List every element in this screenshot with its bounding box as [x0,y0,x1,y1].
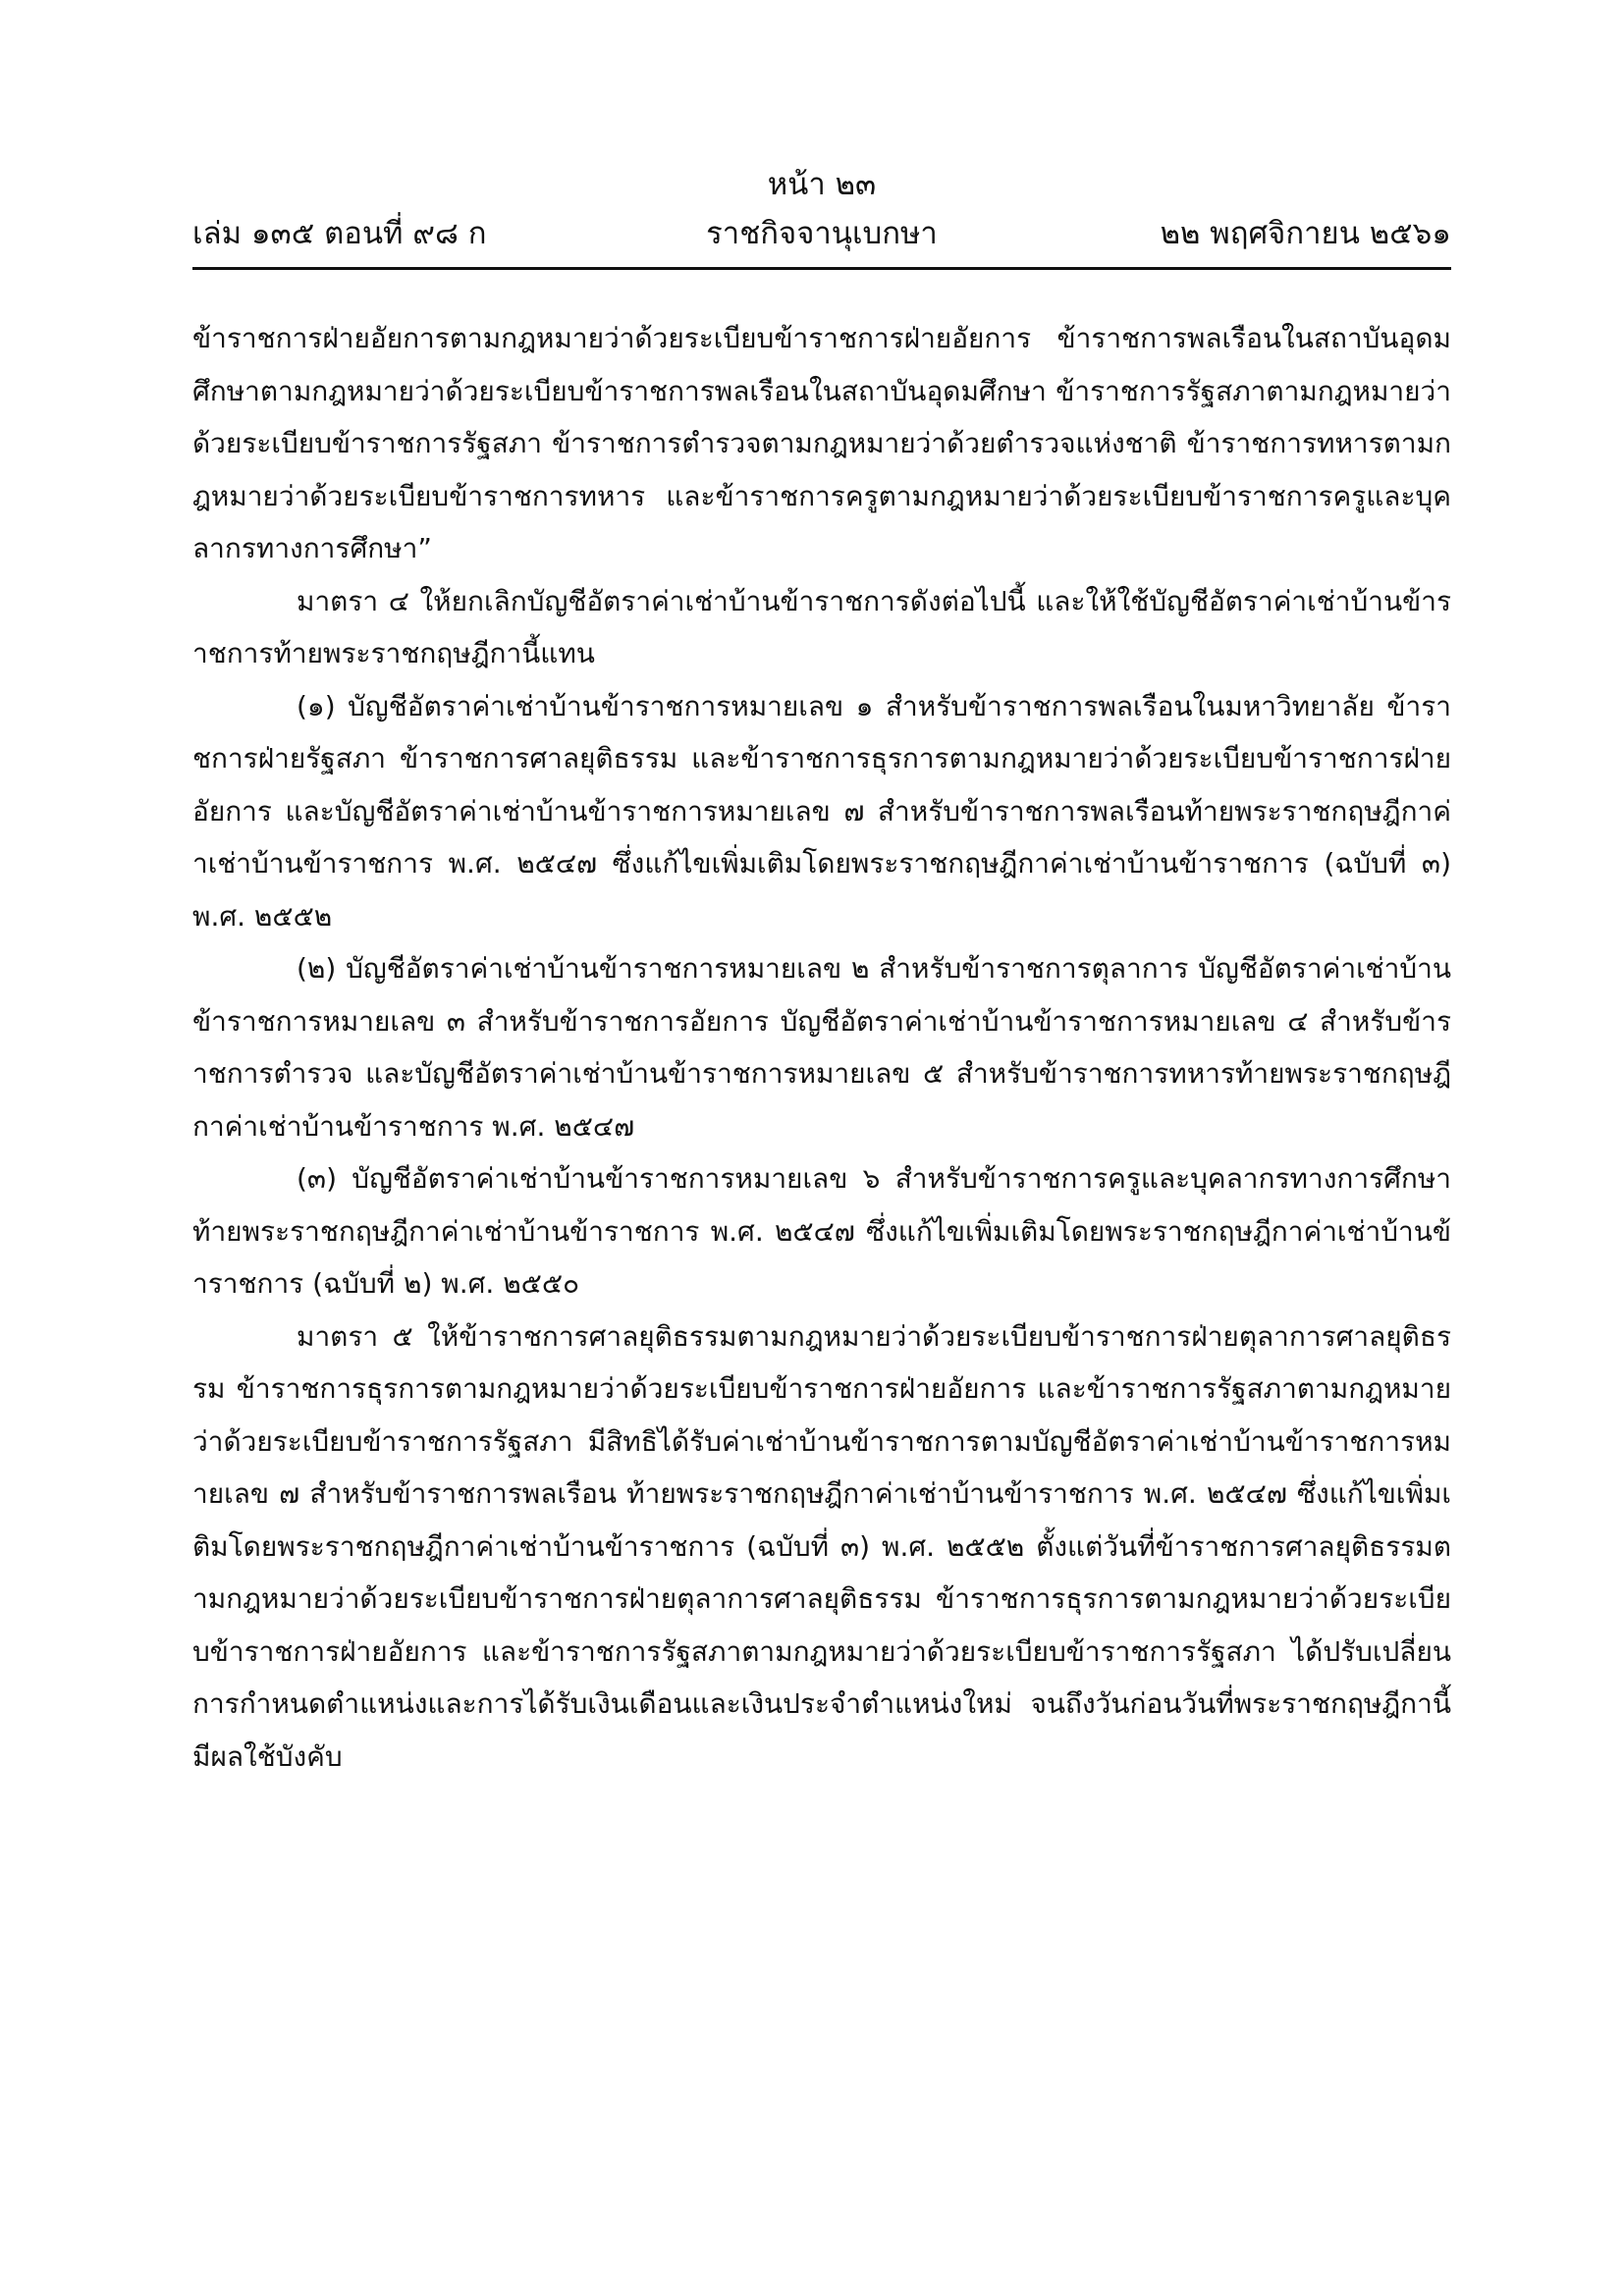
header-row [192,212,1451,255]
publication-date: ๒๒ พฤศจิกายน ๒๕๖๑ [1160,216,1451,251]
item-1-paragraph: (๑) บัญชีอัตราค่าเช่าบ้านข้าราชการหมายเลข ๑ สำหรับข้าราชการพลเรือนในมหาวิทยาลัย ข้าราชการฝ่ายรัฐสภา ข้าราชการศาลยุติธรรม และข้าราชการธุรการตามกฎหมายว่าด้วยระเบียบข้าราชการฝ่ายอัยการ และบัญชีอัตราค่าเช่าบ้านข้าราชการหมายเลข ๗ สำหรับข้าราชการพลเรือนท้ายพระราชกฤษฎีกาค่าเช่าบ้านข้าราชการ พ.ศ. ๒๕๔๗ ซึ่งแก้ไขเพิ่มเติมโดยพระราชกฤษฎีกาค่าเช่าบ้านข้าราชการ (ฉบับที่ ๓) พ.ศ. ๒๕๕๒ [192,689,1451,933]
gazette-name: ราชกิจจานุเบกษา [706,216,938,251]
section-5-paragraph: มาตรา ๕ ให้ข้าราชการศาลยุติธรรมตามกฎหมายว่าด้วยระเบียบข้าราชการฝ่ายตุลาการศาลยุติธรรม ข้าราชการธุรการตามกฎหมายว่าด้วยระเบียบข้าราชการฝ่ายอัยการ และข้าราชการรัฐสภาตามกฎหมายว่าด้วยระเบียบข้าราชการรัฐสภา มีสิทธิได้รับค่าเช่าบ้านข้าราชการตามบัญชีอัตราค่าเช่าบ้านข้าราชการหมายเลข ๗ สำหรับข้าราชการพลเรือน ท้ายพระราชกฤษฎีกาค่าเช่าบ้านข้าราชการ พ.ศ. ๒๕๔๗ ซึ่งแก้ไขเพิ่มเติมโดยพระราชกฤษฎีกาค่าเช่าบ้านข้าราชการ (ฉบับที่ ๓) พ.ศ. ๒๕๕๒ ตั้งแต่วันที่ข้าราชการศาลยุติธรรมตามกฎหมายว่าด้วยระเบียบข้าราชการฝ่ายตุลาการศาลยุติธรรม ข้าราชการธุรการตามกฎหมายว่าด้วยระเบียบข้าราชการฝ่ายอัยการ และข้าราชการรัฐสภาตามกฎหมายว่าด้วยระเบียบข้าราชการรัฐสภา ได้ปรับเปลี่ยนการกำหนดตำแหน่งและการได้รับเงินเดือนและเงินประจำตำแหน่งใหม่ จนถึงวันก่อนวันที่พระราชกฤษฎีกานี้มีผลใช้บังคับ [192,1319,1451,1773]
document-body [192,312,1451,1783]
section-4-paragraph: มาตรา ๔ ให้ยกเลิกบัญชีอัตราค่าเช่าบ้านข้าราชการดังต่อไปนี้ และให้ใช้บัญชีอัตราค่าเช่าบ้านข้าราชการท้ายพระราชกฤษฎีกานี้แทน [192,584,1451,669]
page-number: หน้า ๒๓ [767,167,877,202]
page-header [192,165,1451,273]
item-3-paragraph: (๓) บัญชีอัตราค่าเช่าบ้านข้าราชการหมายเลข ๖ สำหรับข้าราชการครูและบุคลากรทางการศึกษา ท้ายพระราชกฤษฎีกาค่าเช่าบ้านข้าราชการ พ.ศ. ๒๕๔๗ ซึ่งแก้ไขเพิ่มเติมโดยพระราชกฤษฎีกาค่าเช่าบ้านข้าราชการ (ฉบับที่ ๒) พ.ศ. ๒๕๕๐ [192,1162,1451,1300]
issue-info: เล่ม ๑๓๕ ตอนที่ ๙๘ ก [192,216,487,251]
header-divider [192,267,1451,270]
item-2-paragraph: (๒) บัญชีอัตราค่าเช่าบ้านข้าราชการหมายเลข ๒ สำหรับข้าราชการตุลาการ บัญชีอัตราค่าเช่าบ้านข้าราชการหมายเลข ๓ สำหรับข้าราชการอัยการ บัญชีอัตราค่าเช่าบ้านข้าราชการหมายเลข ๔ สำหรับข้าราชการตำรวจ และบัญชีอัตราค่าเช่าบ้านข้าราชการหมายเลข ๕ สำหรับข้าราชการทหารท้ายพระราชกฤษฎีกาค่าเช่าบ้านข้าราชการ พ.ศ. ๒๕๔๗ [192,952,1451,1143]
continued-paragraph: ข้าราชการฝ่ายอัยการตามกฎหมายว่าด้วยระเบียบข้าราชการฝ่ายอัยการ ข้าราชการพลเรือนในสถาบันอุดมศึกษาตามกฎหมายว่าด้วยระเบียบข้าราชการพลเรือนในสถาบันอุดมศึกษา ข้าราชการรัฐสภาตามกฎหมายว่าด้วยระเบียบข้าราชการรัฐสภา ข้าราชการตำรวจตามกฎหมายว่าด้วยตำรวจแห่งชาติ ข้าราชการทหารตามกฎหมายว่าด้วยระเบียบข้าราชการทหาร และข้าราชการครูตามกฎหมายว่าด้วยระเบียบข้าราชการครูและบุคลากรทางการศึกษา” [192,322,1451,564]
